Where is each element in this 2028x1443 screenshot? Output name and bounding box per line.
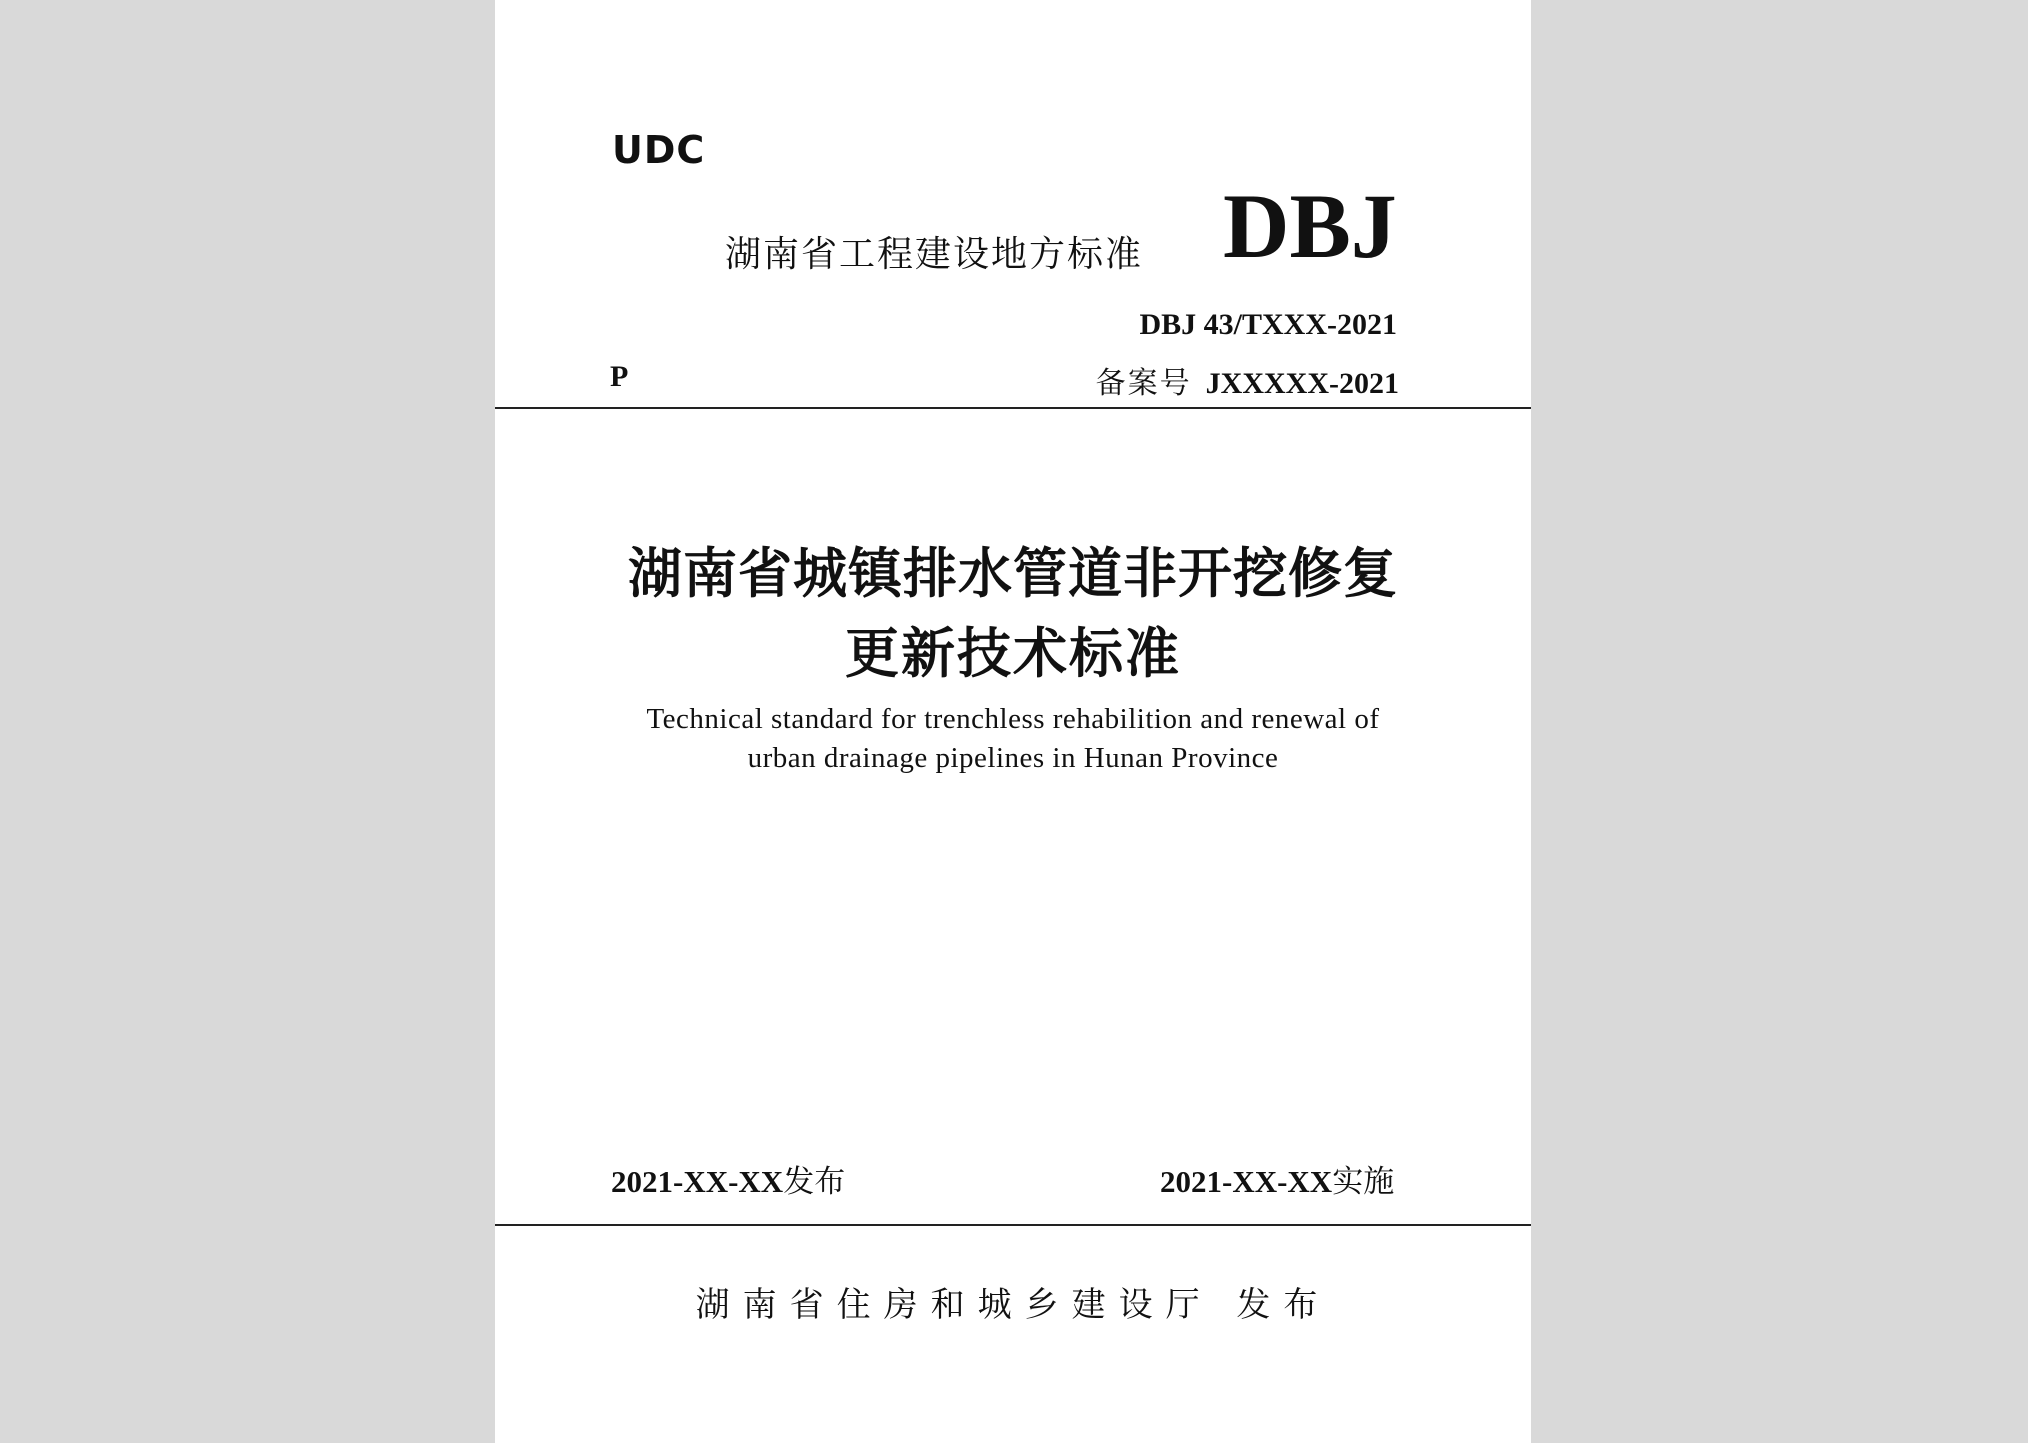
implement-date-line: [1160, 1156, 1394, 1201]
record-number: JXXXXX-2021: [1205, 367, 1399, 400]
publisher: 湖南省住房和城乡建设厅 发布: [695, 1285, 1331, 1325]
record-number-line: [1096, 358, 1399, 402]
title-en-line2: urban drainage pipelines in Hunan Province: [747, 742, 1279, 774]
bottom-divider: [495, 1224, 1531, 1226]
standard-number: DBJ 43/TXXX-2021: [1139, 308, 1397, 341]
record-label: 备案号: [1095, 366, 1192, 401]
local-standard-label: 湖南省工程建设地方标准: [725, 234, 1144, 275]
category-mark: P: [610, 360, 629, 393]
issue-date-line: [611, 1156, 845, 1201]
udc-label: UDC: [612, 128, 706, 172]
title-en-line1: Technical standard for trenchless rehabilition and renewal of: [646, 703, 1380, 735]
issue-date: 2021-XX-XX: [611, 1164, 784, 1199]
implement-date: 2021-XX-XX: [1160, 1164, 1333, 1199]
standard-cover-page: [495, 0, 1531, 1443]
issue-label: 发布: [783, 1164, 846, 1200]
title-cn-line2: 更新技术标准: [845, 621, 1181, 685]
implement-label: 实施: [1332, 1164, 1395, 1200]
top-divider: [495, 407, 1531, 409]
title-cn-line1: 湖南省城镇排水管道非开挖修复: [628, 541, 1398, 605]
dbj-mark: DBJ: [1223, 175, 1397, 277]
